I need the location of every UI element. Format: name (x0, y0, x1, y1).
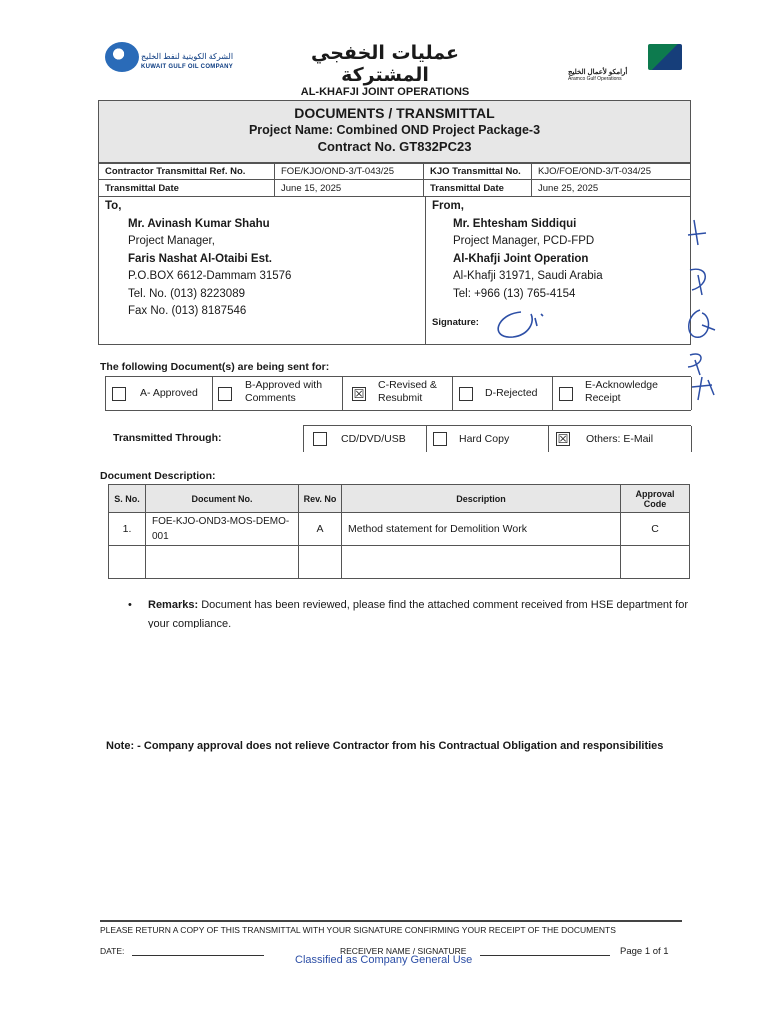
status-a-label: A- Approved (140, 387, 198, 399)
contractor-date-value: June 15, 2025 (275, 180, 424, 197)
to-company: Faris Nashat Al-Otaibi Est. (128, 252, 272, 265)
reference-row (99, 163, 691, 180)
status-c-label: C-Revised & Resubmit (378, 379, 437, 404)
to-name: Mr. Avinash Kumar Shahu (128, 217, 270, 230)
header-title-english: AL-KHAFJI JOINT OPERATIONS (300, 86, 470, 98)
status-heading: The following Document(s) are being sent for: (100, 361, 330, 373)
footer-date-label: DATE: (100, 946, 125, 956)
aramco-logo-arabic: أرامكو لأعمال الخليج (568, 69, 628, 76)
from-tel: Tel: +966 (13) 765-4154 (453, 287, 576, 300)
status-options-row (105, 376, 691, 411)
col-header-description: Description (342, 485, 621, 513)
row-description: Method statement for Demolition Work (342, 513, 621, 546)
status-option-d[interactable] (452, 377, 553, 410)
transmitted-through-row (303, 425, 691, 452)
through-option-hardcopy[interactable] (426, 426, 549, 452)
transmitted-through-label: Transmitted Through: (113, 432, 222, 444)
through-hardcopy-label: Hard Copy (459, 433, 510, 445)
remarks-label: Remarks: (148, 599, 199, 611)
row-approval-code (621, 546, 690, 579)
to-block (105, 198, 291, 321)
through-email-label: Others: E-Mail (586, 433, 654, 445)
table-row (109, 546, 690, 579)
kjo-ref-value: KJO/FOE/OND-3/T-034/25 (532, 163, 691, 180)
kjo-date-value: June 25, 2025 (532, 180, 691, 197)
aramco-logo-english: Aramco Gulf Operations (568, 76, 622, 82)
approval-note: Note: - Company approval does not relieve Contractor from his Contractual Obligation and responsibilities (106, 740, 664, 752)
to-fax: Fax No. (013) 8187546 (128, 305, 247, 317)
document-description-table (108, 484, 690, 579)
remarks-block (128, 596, 688, 628)
signature-image (491, 304, 551, 344)
row-description (342, 546, 621, 579)
from-name: Mr. Ehtesham Siddiqui (453, 217, 577, 230)
to-from-divider (425, 196, 426, 344)
remarks-body: Document has been reviewed, please find the attached comment received from HSE department for your compliance. (148, 599, 688, 628)
row-docno: FOE-KJO-OND3-MOS-DEMO-001 (146, 513, 299, 546)
status-e-checkbox[interactable] (559, 387, 573, 401)
transmittal-title-box (98, 100, 691, 164)
contractor-ref-label: Contractor Transmittal Ref. No. (99, 163, 275, 180)
to-title: Project Manager, (128, 235, 215, 247)
through-option-cd[interactable] (304, 426, 427, 452)
status-option-c[interactable] (342, 377, 453, 410)
date-row (99, 180, 691, 197)
aramco-logo-icon (648, 44, 682, 70)
reference-table (98, 162, 691, 197)
document-title: DOCUMENTS / TRANSMITTAL (294, 105, 495, 121)
document-description-heading: Document Description: (100, 470, 216, 482)
through-cd-label: CD/DVD/USB (341, 433, 406, 445)
to-heading: To, (105, 200, 122, 212)
footer-date-line (132, 955, 264, 956)
status-e-label: E-Acknowledge Receipt (585, 379, 658, 404)
status-b-label: B-Approved with Comments (245, 379, 323, 404)
from-address: Al-Khafji 31971, Saudi Arabia (453, 270, 603, 282)
col-header-sno: S. No. (109, 485, 146, 513)
col-header-docno: Document No. (146, 485, 299, 513)
from-title: Project Manager, PCD-FPD (453, 235, 595, 247)
table-row (109, 513, 690, 546)
kgoc-logo-arabic: الشركة الكويتية لنفط الخليج (141, 52, 234, 61)
contractor-ref-value: FOE/KJO/OND-3/T-043/25 (275, 163, 424, 180)
signature-label: Signature: (432, 317, 479, 328)
kjo-date-label: Transmittal Date (424, 180, 532, 197)
kgoc-logo (105, 42, 255, 82)
contractor-date-label: Transmittal Date (99, 180, 275, 197)
status-b-checkbox[interactable] (218, 387, 232, 401)
row-approval-code: C (621, 513, 690, 546)
status-option-a[interactable] (106, 377, 213, 410)
bullet-icon: • (128, 599, 132, 611)
status-d-label: D-Rejected (485, 387, 538, 399)
from-block (432, 198, 603, 303)
contract-number: Contract No. GT832PC23 (317, 139, 472, 154)
row-rev: A (299, 513, 342, 546)
to-tel: Tel. No. (013) 8223089 (128, 287, 245, 300)
table-header-row (109, 485, 690, 513)
page-number: Page 1 of 1 (620, 946, 669, 957)
col-header-rev: Rev. No (299, 485, 342, 513)
kgoc-logo-english: KUWAIT GULF OIL COMPANY (141, 64, 234, 70)
row-rev (299, 546, 342, 579)
status-a-checkbox[interactable] (112, 387, 126, 401)
status-c-checkbox[interactable]: ☒ (353, 387, 365, 401)
through-cd-checkbox[interactable] (313, 432, 327, 446)
aramco-logo (560, 42, 690, 82)
status-option-e[interactable] (552, 377, 692, 410)
footer-divider (100, 920, 682, 922)
through-email-checkbox[interactable]: ☒ (557, 432, 569, 446)
page-header-title (270, 42, 500, 98)
from-company: Al-Khafji Joint Operation (453, 252, 589, 265)
status-d-checkbox[interactable] (459, 387, 473, 401)
kgoc-logo-icon (105, 42, 139, 72)
row-docno (146, 546, 299, 579)
footer-instruction: PLEASE RETURN A COPY OF THIS TRANSMITTAL WITH YOUR SIGNATURE CONFIRMING YOUR RECEIPT OF THE DOCUMENTS (100, 925, 616, 935)
kjo-ref-label: KJO Transmittal No. (424, 163, 532, 180)
row-sno (109, 546, 146, 579)
footer-receiver-line (480, 955, 610, 956)
handwritten-initials (680, 215, 725, 405)
through-option-email[interactable] (548, 426, 692, 452)
header-title-arabic: عمليات الخفجي المشتركة (310, 42, 459, 86)
footer-receiver-label: RECEIVER NAME / SIGNATURE (340, 946, 467, 956)
to-address: P.O.BOX 6612-Dammam 31576 (128, 270, 292, 282)
from-heading: From, (432, 200, 464, 212)
col-header-approval: Approval Code (621, 485, 690, 513)
row-sno: 1. (109, 513, 146, 546)
project-name: Project Name: Combined OND Project Package-3 (248, 123, 541, 137)
to-from-box (98, 196, 691, 345)
through-hardcopy-checkbox[interactable] (433, 432, 447, 446)
remarks-text (148, 596, 688, 628)
status-option-b[interactable] (212, 377, 343, 410)
classification-label: Classified as Company General Use (295, 954, 473, 966)
